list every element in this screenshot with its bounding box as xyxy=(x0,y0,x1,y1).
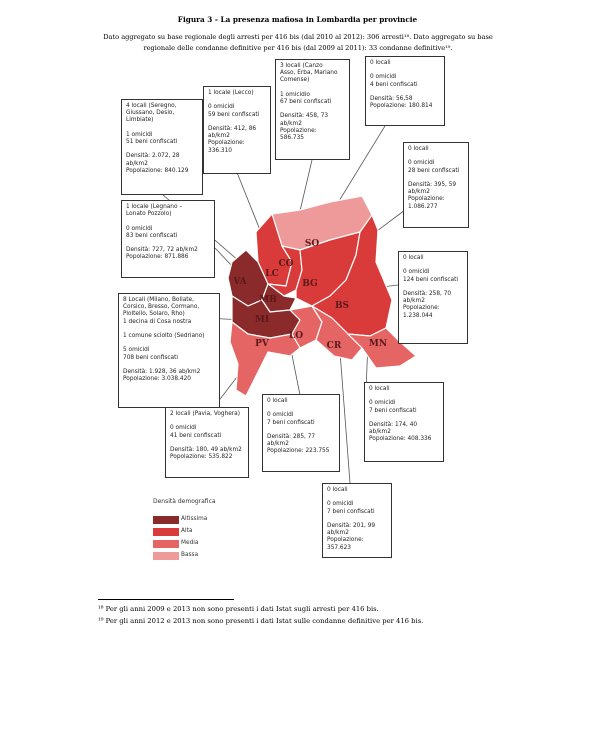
legend-swatch xyxy=(153,552,179,560)
info-box-monza-brianza: 0 locali 0 omicidi 4 beni confiscati Densità: 56,58 Popolazione: 180.814 xyxy=(365,56,445,126)
province-label-pv: PV xyxy=(255,339,269,349)
legend-label: Altissima xyxy=(181,516,208,522)
province-label-mn: MN xyxy=(368,339,388,349)
legend-label: Alta xyxy=(181,528,193,534)
footnote-rule xyxy=(98,599,234,600)
legend-label: Media xyxy=(181,540,199,546)
province-label-bs: BS xyxy=(334,301,350,311)
province-label-so: SO xyxy=(304,239,320,249)
info-box-pavia: 2 locali (Pavia, Voghera) 0 omicidi 41 beni confiscati Densità: 180, 49 ab/km2 Popolazione: 535.822 xyxy=(165,407,249,478)
legend-swatch xyxy=(153,528,179,536)
info-box-cremona: 0 locali 0 omicidi 7 beni confiscati Densità: 201, 99 ab/km2 Popolazione: 357.623 xyxy=(322,483,392,558)
info-box-bergamo: 0 locali 0 omicidi 124 beni confiscati Densità: 258, 70 ab/km2 Popolazione: 1.238.044 xyxy=(398,251,468,344)
legend-swatch xyxy=(153,540,179,548)
info-box-lecco: 1 locale (Lecco) 0 omicidi 59 beni confiscati Densità: 412, 86 ab/km2 Popolazione: 336.310 xyxy=(203,86,271,174)
figure-intro: Dato aggregato su base regionale degli arresti per 416 bis (dal 2010 al 2012): 306 arresti¹⁸. Dato aggregato su base regionale delle condanne definitive per 416 bis (dal 2009 al 2011): 33 condanne definitive¹⁹. xyxy=(103,33,493,52)
province-label-lc: LC xyxy=(265,269,279,279)
province-label-mi: MI xyxy=(254,315,270,325)
info-box-brescia: 0 locali 0 omicidi 7 beni confiscati Densità: 174, 40 ab/km2 Popolazione: 408.336 xyxy=(364,382,444,462)
info-box-como: 3 locali (Canzo Asso, Erba, Mariano Comense) 1 omicidio 67 beni confiscati Densità: 458, 73 ab/km2 Popolazione: 586.735 xyxy=(275,59,350,160)
province-label-bg: BG xyxy=(302,279,318,289)
info-box-lodi: 0 locali 0 omicidi 7 beni confiscati Densità: 285, 77 ab/km2 Popolazione: 223.755 xyxy=(262,394,340,472)
province-label-lo: LO xyxy=(288,331,304,341)
province-label-cr: CR xyxy=(326,341,342,351)
footnote-18: ¹⁸ Per gli anni 2009 e 2013 non sono presenti i dati Istat sugli arresti per 416 bis. xyxy=(98,605,379,613)
legend-title: Densità demografica xyxy=(153,498,216,505)
footnote-19: ¹⁹ Per gli anni 2012 e 2013 non sono presenti i dati Istat sulle condanne definitive per 416 bis. xyxy=(98,617,424,625)
info-box-milano: 8 Locali (Milano, Bollate, Corsico, Bresso, Cormano, Pioltello, Solaro, Rho) 1 decina di Cosa nostra 1 comune sciolto (Sedriano) 5 omicidi 708 beni confiscati Densità: 1.928, 36 ab/km2 Popolazione: 3.038.420 xyxy=(118,293,220,408)
info-box-varese: 4 locali (Seregno, Giussano, Desio, Limbiate) 1 omicidi 51 beni confiscati Densità: 2.072, 28 ab/km2 Popolazione: 840.129 xyxy=(121,99,203,195)
province-label-mb: MB xyxy=(259,295,277,305)
info-box-sondrio: 0 locali 0 omicidi 28 beni confiscati Densità: 395, 59 ab/km2 Popolazione: 1.086.277 xyxy=(403,142,469,228)
legend-label: Bassa xyxy=(181,552,199,558)
info-box-legnano: 1 locale (Legnano – Lonato Pozzolo) 0 omicidi 83 beni confiscati Densità: 727, 72 ab/km2 Popolazione: 871.886 xyxy=(121,200,215,278)
legend-swatch xyxy=(153,516,179,524)
province-label-va: VA xyxy=(233,277,247,287)
province-label-co: CO xyxy=(278,259,294,269)
figure-title: Figura 3 - La presenza mafiosa in Lombardia per provincie xyxy=(177,15,418,24)
